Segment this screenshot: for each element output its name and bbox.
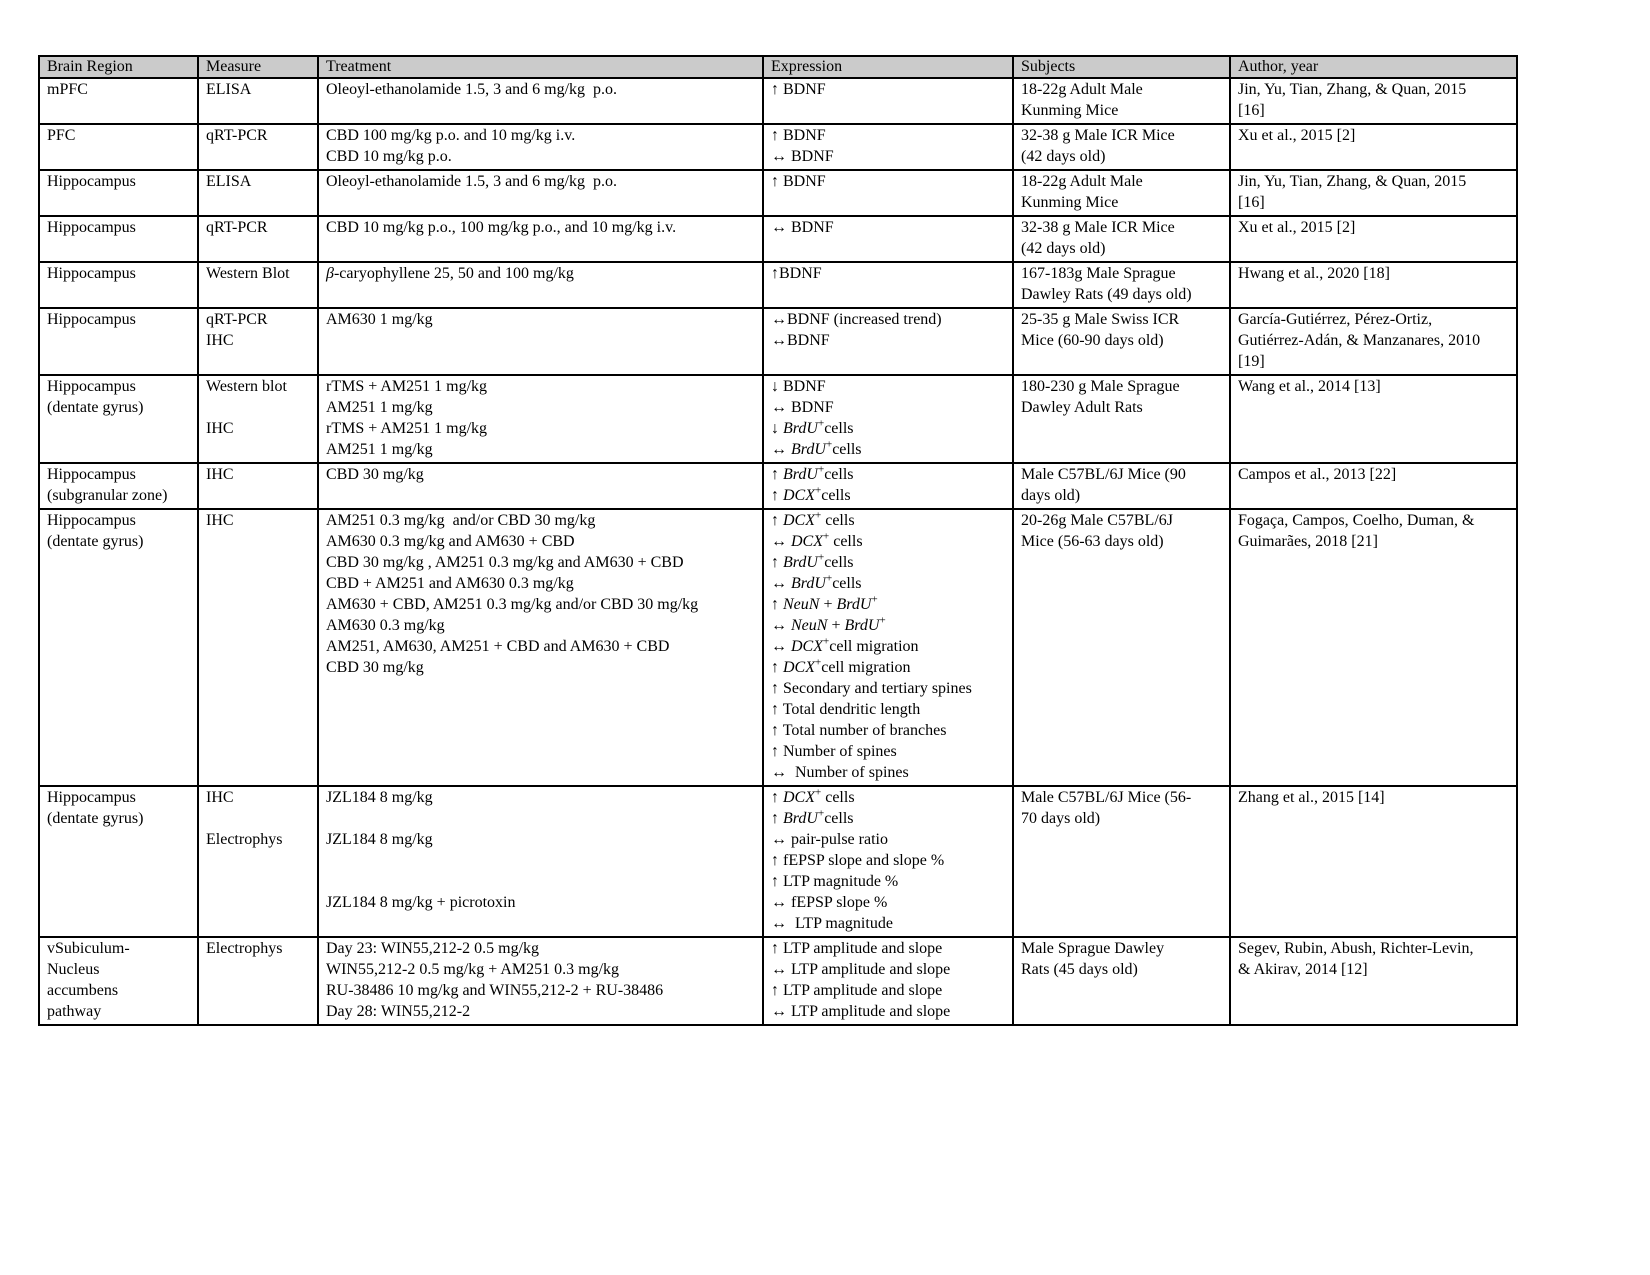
column-header-expression: Expression: [763, 56, 1013, 78]
cell-subjects: [1013, 375, 1230, 463]
cell-author: [1230, 937, 1517, 1025]
cell-line: AM630 + CBD, AM251 0.3 mg/kg and/or CBD 30 mg/kg: [326, 596, 699, 613]
cell-expression: [763, 170, 1013, 216]
cell-line: Xu et al., 2015 [2]: [1238, 219, 1356, 236]
cell-treatment: [318, 124, 763, 170]
column-header-brain-region: Brain Region: [39, 56, 198, 78]
cell-line: Oleoyl-ethanolamide 1.5, 3 and 6 mg/kg p.o.: [326, 173, 618, 190]
cell-line: ↑ BDNF: [771, 173, 826, 190]
cell-line: AM630 1 mg/kg: [326, 311, 433, 328]
cell-line: (42 days old): [1021, 148, 1106, 165]
cell-line: 18-22g Adult Male: [1021, 81, 1143, 98]
cell-line: mPFC: [47, 81, 88, 98]
cell-line: ↑ BrdU+cells: [771, 463, 854, 483]
column-header-subjects: Subjects: [1013, 56, 1230, 78]
column-header-treatment: Treatment: [318, 56, 763, 78]
cell-line: (dentate gyrus): [47, 399, 144, 416]
cell-subjects: [1013, 509, 1230, 786]
cell-expression: [763, 124, 1013, 170]
cell-expression: [763, 78, 1013, 124]
cell-expression: [763, 509, 1013, 786]
cell-line: days old): [1021, 487, 1081, 504]
cell-brain-region: [39, 463, 198, 509]
cell-measure: [198, 463, 318, 509]
cell-brain-region: [39, 78, 198, 124]
cell-line: Electrophys: [206, 940, 283, 957]
cell-measure: [198, 937, 318, 1025]
cell-line: & Akirav, 2014 [12]: [1238, 961, 1368, 978]
cell-line: García-Gutiérrez, Pérez-Ortiz,: [1238, 311, 1433, 328]
cell-treatment: [318, 308, 763, 375]
cell-expression: [763, 463, 1013, 509]
cell-line: Campos et al., 2013 [22]: [1238, 466, 1397, 483]
cell-line: ELISA: [206, 173, 252, 190]
cell-brain-region: [39, 216, 198, 262]
table-row: [39, 216, 1517, 262]
cell-line: ↑ NeuN + BrdU+: [771, 593, 878, 613]
cell-treatment: [318, 170, 763, 216]
cell-line: Male Sprague Dawley: [1021, 940, 1165, 957]
cell-line: CBD 100 mg/kg p.o. and 10 mg/kg i.v.: [326, 127, 576, 144]
cell-measure: [198, 170, 318, 216]
cell-line: ↔ pair-pulse ratio: [771, 831, 888, 848]
cell-line: ↑ Total dendritic length: [771, 701, 921, 718]
cell-line: ↓ BrdU+cells: [771, 417, 854, 437]
cell-line: ↔ BDNF: [771, 399, 834, 416]
cell-line: ↔ LTP amplitude and slope: [771, 1003, 951, 1020]
results-table: [38, 55, 1518, 1026]
cell-line: AM251 1 mg/kg: [326, 441, 433, 458]
cell-subjects: [1013, 170, 1230, 216]
cell-line: CBD 30 mg/kg: [326, 659, 424, 676]
cell-line: ↑ LTP amplitude and slope: [771, 940, 943, 957]
cell-line: 167-183g Male Sprague: [1021, 265, 1176, 282]
cell-line: ↔ BrdU+cells: [771, 438, 862, 458]
cell-treatment: [318, 463, 763, 509]
cell-line: Jin, Yu, Tian, Zhang, & Quan, 2015: [1238, 173, 1467, 190]
cell-line: 32-38 g Male ICR Mice: [1021, 219, 1175, 236]
cell-line: Dawley Adult Rats: [1021, 399, 1143, 416]
cell-line: ↔ fEPSP slope %: [771, 894, 888, 911]
table-row: [39, 78, 1517, 124]
cell-treatment: [318, 937, 763, 1025]
cell-line: Rats (45 days old): [1021, 961, 1138, 978]
cell-treatment: [318, 786, 763, 937]
cell-line: IHC: [206, 466, 234, 483]
cell-line: AM630 0.3 mg/kg: [326, 617, 445, 634]
cell-brain-region: [39, 786, 198, 937]
cell-subjects: [1013, 78, 1230, 124]
cell-brain-region: [39, 375, 198, 463]
cell-line: (dentate gyrus): [47, 533, 144, 550]
cell-treatment: [318, 375, 763, 463]
cell-subjects: [1013, 463, 1230, 509]
cell-line: [326, 808, 756, 829]
cell-subjects: [1013, 937, 1230, 1025]
cell-measure: [198, 308, 318, 375]
cell-line: CBD + AM251 and AM630 0.3 mg/kg: [326, 575, 574, 592]
cell-line: vSubiculum-: [47, 940, 130, 957]
cell-line: (subgranular zone): [47, 487, 168, 504]
cell-line: Western blot: [206, 378, 287, 395]
cell-line: 20-26g Male C57BL/6J: [1021, 512, 1173, 529]
cell-subjects: [1013, 786, 1230, 937]
cell-measure: [198, 78, 318, 124]
cell-line: ↔ LTP amplitude and slope: [771, 961, 951, 978]
cell-line: 25-35 g Male Swiss ICR: [1021, 311, 1180, 328]
cell-line: ↑ DCX+ cells: [771, 509, 855, 529]
cell-line: Guimarães, 2018 [21]: [1238, 533, 1378, 550]
cell-measure: [198, 786, 318, 937]
cell-line: Kunming Mice: [1021, 194, 1119, 211]
cell-subjects: [1013, 308, 1230, 375]
cell-line: Electrophys: [206, 831, 283, 848]
cell-line: Hippocampus: [47, 219, 136, 236]
cell-line: AM251, AM630, AM251 + CBD and AM630 + CBD: [326, 638, 670, 655]
cell-line: ↔ BrdU+cells: [771, 572, 862, 592]
cell-line: (42 days old): [1021, 240, 1106, 257]
cell-author: [1230, 375, 1517, 463]
cell-line: Oleoyl-ethanolamide 1.5, 3 and 6 mg/kg p.o.: [326, 81, 618, 98]
cell-author: [1230, 308, 1517, 375]
cell-line: [326, 850, 756, 871]
cell-expression: [763, 216, 1013, 262]
column-header-measure: Measure: [198, 56, 318, 78]
cell-line: [16]: [1238, 194, 1265, 211]
cell-line: ↔BDNF (increased trend): [771, 311, 942, 328]
cell-expression: [763, 375, 1013, 463]
cell-line: Segev, Rubin, Abush, Richter-Levin,: [1238, 940, 1474, 957]
cell-line: [19]: [1238, 353, 1265, 370]
cell-line: ↑ Secondary and tertiary spines: [771, 680, 972, 697]
cell-expression: [763, 262, 1013, 308]
cell-line: CBD 10 mg/kg p.o., 100 mg/kg p.o., and 10 mg/kg i.v.: [326, 219, 677, 236]
cell-subjects: [1013, 262, 1230, 308]
cell-line: Male C57BL/6J Mice (90: [1021, 466, 1186, 483]
cell-line: 70 days old): [1021, 810, 1101, 827]
cell-line: Western Blot: [206, 265, 290, 282]
cell-measure: [198, 124, 318, 170]
cell-treatment: [318, 78, 763, 124]
cell-line: ↑ BDNF: [771, 127, 826, 144]
cell-line: [206, 808, 311, 829]
header-row: [39, 56, 1517, 78]
cell-line: ELISA: [206, 81, 252, 98]
cell-line: ↑ BrdU+cells: [771, 551, 854, 571]
cell-line: qRT-PCR: [206, 219, 268, 236]
cell-line: Hippocampus: [47, 265, 136, 282]
cell-line: Kunming Mice: [1021, 102, 1119, 119]
cell-author: [1230, 786, 1517, 937]
cell-line: pathway: [47, 1003, 102, 1020]
cell-author: [1230, 170, 1517, 216]
cell-subjects: [1013, 124, 1230, 170]
cell-line: ↑ BDNF: [771, 81, 826, 98]
cell-line: AM630 0.3 mg/kg and AM630 + CBD: [326, 533, 575, 550]
cell-line: ↔ Number of spines: [771, 764, 909, 781]
cell-line: Gutiérrez-Adán, & Manzanares, 2010: [1238, 332, 1481, 349]
cell-line: [326, 871, 756, 892]
cell-line: Mice (56-63 days old): [1021, 533, 1164, 550]
cell-measure: [198, 375, 318, 463]
cell-author: [1230, 509, 1517, 786]
cell-line: Hippocampus: [47, 173, 136, 190]
cell-line: 32-38 g Male ICR Mice: [1021, 127, 1175, 144]
table-row: [39, 509, 1517, 786]
table-row: [39, 170, 1517, 216]
cell-line: Hippocampus: [47, 789, 136, 806]
cell-line: qRT-PCR: [206, 311, 268, 328]
cell-line: Day 23: WIN55,212-2 0.5 mg/kg: [326, 940, 540, 957]
cell-brain-region: [39, 308, 198, 375]
cell-line: Male C57BL/6J Mice (56-: [1021, 789, 1192, 806]
cell-line: rTMS + AM251 1 mg/kg: [326, 420, 488, 437]
cell-line: ↔ DCX+cell migration: [771, 635, 919, 655]
cell-line: IHC: [206, 512, 234, 529]
cell-line: Day 28: WIN55,212-2: [326, 1003, 471, 1020]
cell-line: ↑ DCX+cells: [771, 484, 851, 504]
cell-line: [16]: [1238, 102, 1265, 119]
cell-line: [206, 397, 311, 418]
column-header-author: Author, year: [1230, 56, 1517, 78]
cell-line: ↑ fEPSP slope and slope %: [771, 852, 945, 869]
table-row: [39, 786, 1517, 937]
cell-line: RU-38486 10 mg/kg and WIN55,212-2 + RU-38486: [326, 982, 664, 999]
cell-line: 18-22g Adult Male: [1021, 173, 1143, 190]
cell-line: Jin, Yu, Tian, Zhang, & Quan, 2015: [1238, 81, 1467, 98]
cell-line: Hippocampus: [47, 512, 136, 529]
cell-line: ↔ BDNF: [771, 148, 834, 165]
cell-line: WIN55,212-2 0.5 mg/kg + AM251 0.3 mg/kg: [326, 961, 620, 978]
cell-author: [1230, 124, 1517, 170]
cell-treatment: [318, 216, 763, 262]
cell-line: JZL184 8 mg/kg: [326, 789, 433, 806]
cell-line: Mice (60-90 days old): [1021, 332, 1164, 349]
cell-subjects: [1013, 216, 1230, 262]
cell-line: Fogaça, Campos, Coelho, Duman, &: [1238, 512, 1475, 529]
cell-expression: [763, 937, 1013, 1025]
cell-line: CBD 10 mg/kg p.o.: [326, 148, 452, 165]
cell-line: ↔ LTP magnitude: [771, 915, 893, 932]
table-row: [39, 262, 1517, 308]
cell-treatment: [318, 509, 763, 786]
cell-line: IHC: [206, 332, 234, 349]
cell-line: β-caryophyllene 25, 50 and 100 mg/kg: [326, 265, 574, 282]
cell-line: ↔ DCX+ cells: [771, 530, 863, 550]
cell-author: [1230, 262, 1517, 308]
cell-line: Zhang et al., 2015 [14]: [1238, 789, 1385, 806]
table-row: [39, 308, 1517, 375]
cell-line: ↑ Total number of branches: [771, 722, 947, 739]
cell-line: JZL184 8 mg/kg + picrotoxin: [326, 894, 516, 911]
cell-line: qRT-PCR: [206, 127, 268, 144]
cell-line: IHC: [206, 420, 234, 437]
results-table-container: [38, 55, 1518, 1026]
table-row: [39, 124, 1517, 170]
cell-line: Hippocampus: [47, 378, 136, 395]
cell-line: ↓ BDNF: [771, 378, 826, 395]
cell-measure: [198, 216, 318, 262]
cell-line: Nucleus: [47, 961, 100, 978]
cell-line: PFC: [47, 127, 76, 144]
cell-brain-region: [39, 262, 198, 308]
cell-line: Xu et al., 2015 [2]: [1238, 127, 1356, 144]
cell-line: Dawley Rats (49 days old): [1021, 286, 1192, 303]
cell-line: accumbens: [47, 982, 119, 999]
cell-treatment: [318, 262, 763, 308]
cell-brain-region: [39, 124, 198, 170]
cell-line: (dentate gyrus): [47, 810, 144, 827]
cell-line: AM251 0.3 mg/kg and/or CBD 30 mg/kg: [326, 512, 596, 529]
table-row: [39, 937, 1517, 1025]
cell-line: Hwang et al., 2020 [18]: [1238, 265, 1390, 282]
cell-author: [1230, 78, 1517, 124]
cell-author: [1230, 216, 1517, 262]
cell-author: [1230, 463, 1517, 509]
cell-expression: [763, 786, 1013, 937]
cell-line: IHC: [206, 789, 234, 806]
cell-line: Hippocampus: [47, 466, 136, 483]
table-row: [39, 375, 1517, 463]
table-row: [39, 463, 1517, 509]
table-body: [39, 78, 1517, 1025]
cell-line: ↑ DCX+ cells: [771, 786, 855, 806]
cell-measure: [198, 509, 318, 786]
cell-brain-region: [39, 937, 198, 1025]
cell-line: ↑ LTP amplitude and slope: [771, 982, 943, 999]
cell-line: ↔ NeuN + BrdU+: [771, 614, 886, 634]
cell-line: ↔BDNF: [771, 332, 830, 349]
cell-line: ↑ LTP magnitude %: [771, 873, 899, 890]
cell-line: JZL184 8 mg/kg: [326, 831, 433, 848]
cell-line: ↑ DCX+cell migration: [771, 656, 911, 676]
cell-line: rTMS + AM251 1 mg/kg: [326, 378, 488, 395]
cell-measure: [198, 262, 318, 308]
cell-line: CBD 30 mg/kg , AM251 0.3 mg/kg and AM630 + CBD: [326, 554, 684, 571]
cell-line: ↑ Number of spines: [771, 743, 897, 760]
cell-line: CBD 30 mg/kg: [326, 466, 424, 483]
cell-line: ↑BDNF: [771, 265, 822, 282]
cell-brain-region: [39, 170, 198, 216]
cell-line: AM251 1 mg/kg: [326, 399, 433, 416]
cell-line: ↔ BDNF: [771, 219, 834, 236]
cell-line: ↑ BrdU+cells: [771, 807, 854, 827]
cell-line: Wang et al., 2014 [13]: [1238, 378, 1381, 395]
cell-line: Hippocampus: [47, 311, 136, 328]
cell-line: 180-230 g Male Sprague: [1021, 378, 1180, 395]
cell-expression: [763, 308, 1013, 375]
cell-brain-region: [39, 509, 198, 786]
